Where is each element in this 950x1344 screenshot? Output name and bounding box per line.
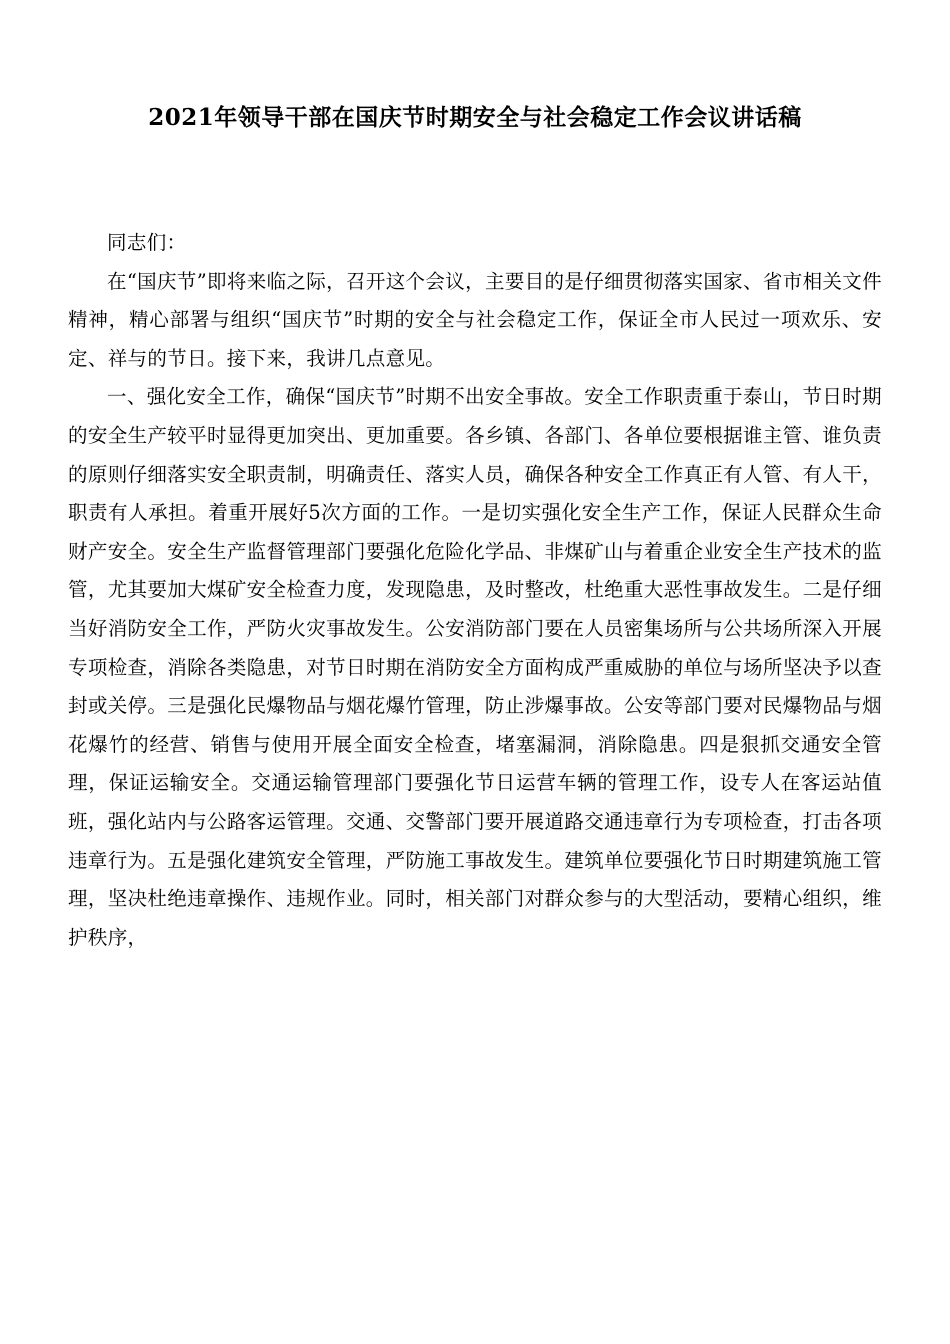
paragraph-intro: 在“国庆节”即将来临之际，召开这个会议，主要目的是仔细贯彻落实国家、省市相关文件精神，精心部署与组织“国庆节”时期的安全与社会稳定工作，保证全市人民过一项欢乐、安定、祥与的节日。接下来，我讲几点意见。 [68,269,882,370]
document-body [68,224,882,957]
salutation: 同志们： [107,231,187,254]
paragraph-section-one: 一、强化安全工作，确保“国庆节”时期不出安全事故。安全工作职责重于泰山，节日时期的安全生产较平时显得更加突出、更加重要。各乡镇、各部门、各单位要根据谁主管、谁负责的原则仔细落实安全职责制，明确责任、落实人员，确保各种安全工作真正有人管、有人干，职责有人承担。着重开展好5次方面的工作。一是切实强化安全生产工作，保证人民群众生命财产安全。安全生产监督管理部门要强化危险化学品、非煤矿山与着重企业安全生产技术的监管，尤其要加大煤矿安全检查力度，发现隐患，及时整改，杜绝重大恶性事故发生。二是仔细当好消防安全工作，严防火灾事故发生。公安消防部门要在人员密集场所与公共场所深入开展专项检查，消除各类隐患，对节日时期在消防安全方面构成严重威胁的单位与场所坚决予以查封或关停。三是强化民爆物品与烟花爆竹管理，防止涉爆事故。公安等部门要对民爆物品与烟花爆竹的经营、销售与使用开展全面安全检查，堵塞漏洞，消除隐患。四是狠抓交通安全管理，保证运输安全。交通运输管理部门要强化节日运营车辆的管理工作，设专人在客运站值班，强化站内与公路客运管理。交通、交警部门要开展道路交通违章行为专项检查，打击各项违章行为。五是强化建筑安全管理，严防施工事故发生。建筑单位要强化节日时期建筑施工管理，坚决杜绝违章操作、违规作业。同时，相关部门对群众参与的大型活动，要精心组织，维护秩序， [68,385,882,949]
document-title: 2021年领导干部在国庆节时期安全与社会稳定工作会议讲话稿 [148,104,802,131]
